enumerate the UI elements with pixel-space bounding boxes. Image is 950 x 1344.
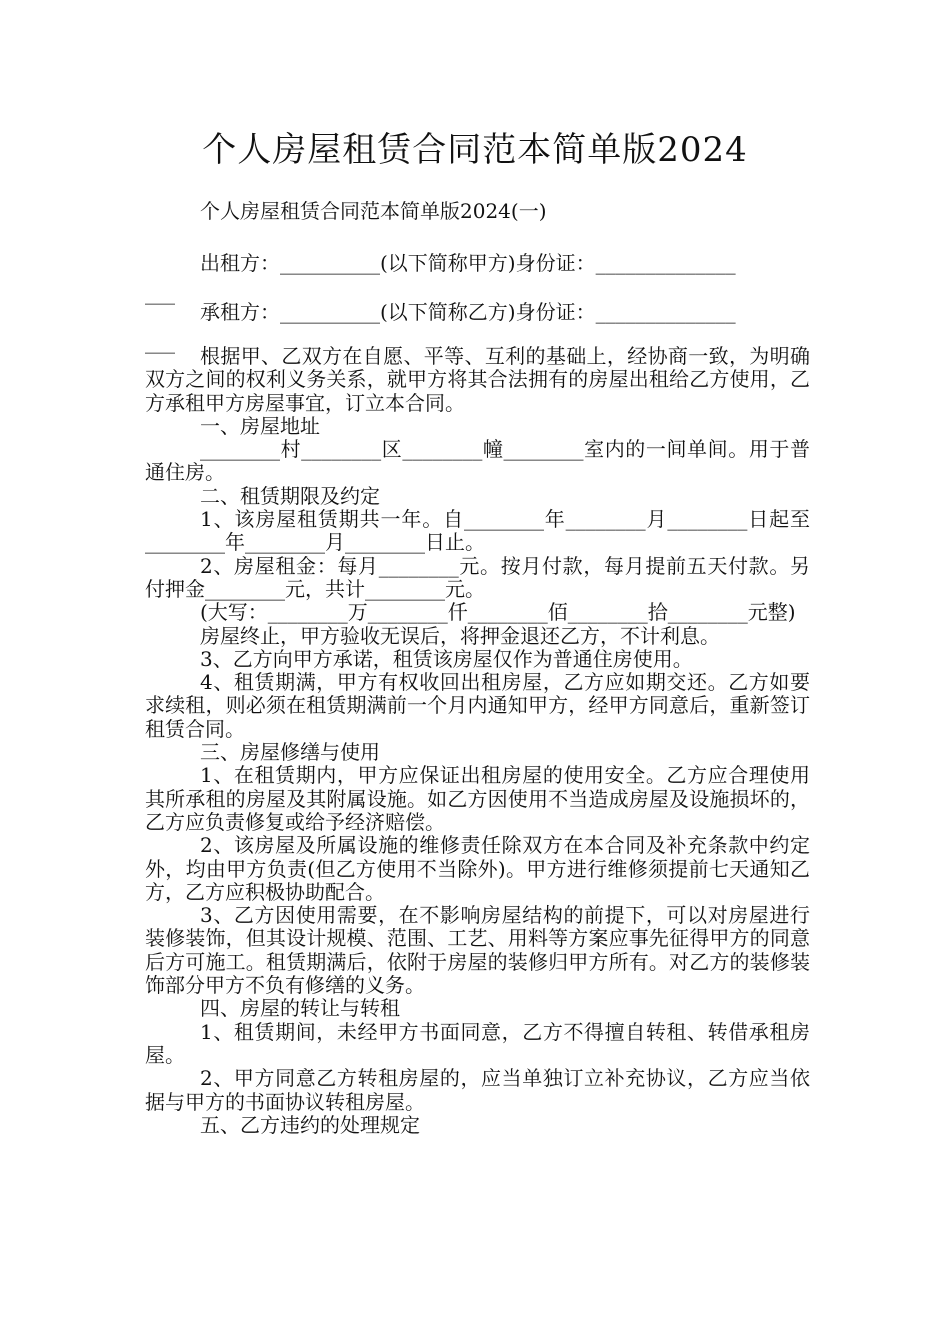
- paragraph-rent: 2、房屋租金：每月________元。按月付款，每月提前五天付款。另付押金________元，共计________元。: [145, 553, 810, 601]
- paragraph-preamble: 根据甲、乙双方在自愿、平等、互利的基础上，经协商一致，为明确双方之间的权利义务关系，就甲方将其合法拥有的房屋出租给乙方使用，乙方承租甲方房屋事宜，订立本合同。: [145, 344, 810, 415]
- contract-body: [145, 345, 810, 1137]
- lessor-line-2: ___: [145, 281, 175, 305]
- heading-section-5: 五、乙方违约的处理规定: [200, 1112, 420, 1137]
- paragraph-usage-promise: 3、乙方向甲方承诺，租赁该房屋仅作为普通住房使用。: [200, 646, 693, 671]
- paragraph-sublet-2: 2、甲方同意乙方转租房屋的，应当单独订立补充协议，乙方应当依据与甲方的书面协议转租房屋。: [145, 1066, 810, 1114]
- lessee-line-2: ___: [145, 330, 175, 354]
- paragraph-sublet-1: 1、租赁期间，未经甲方书面同意，乙方不得擅自转租、转借承租房屋。: [145, 1019, 810, 1067]
- heading-section-3: 三、房屋修缮与使用: [200, 740, 380, 765]
- heading-section-2: 二、租赁期限及约定: [200, 483, 380, 508]
- paragraph-repair-2: 2、该房屋及所属设施的维修责任除双方在本合同及补充条款中约定外，均由甲方负责(但乙方使用不当除外)。甲方进行维修须提前七天通知乙方，乙方应积极协助配合。: [145, 833, 810, 904]
- paragraph-repair-3: 3、乙方因使用需要，在不影响房屋结构的前提下，可以对房屋进行装修装饰，但其设计规模、范围、工艺、用料等方案应事先征得甲方的同意后方可施工。租赁期满后，依附于房屋的装修归甲方所有。对乙方的装修装饰部分甲方不负有修缮的义务。: [145, 903, 810, 998]
- lessee-line-1: 承租方：__________(以下简称乙方)身份证：______________: [200, 300, 736, 324]
- paragraph-deposit-return: 房屋终止，甲方验收无误后，将押金退还乙方，不计利息。: [200, 623, 720, 648]
- document-title: 个人房屋租赁合同范本简单版2024: [202, 130, 748, 170]
- lessor-line-1: 出租方：__________(以下简称甲方)身份证：______________: [200, 251, 736, 275]
- paragraph-address: ________村________区________幢________室内的一间单间。用于普通住房。: [145, 437, 810, 485]
- paragraph-repair-1: 1、在租赁期内，甲方应保证出租房屋的使用安全。乙方应合理使用其所承租的房屋及其附属设施。如乙方因使用不当造成房屋及设施损坏的，乙方应负责修复或给予经济赔偿。: [145, 763, 810, 834]
- paragraph-renewal: 4、租赁期满，甲方有权收回出租房屋，乙方应如期交还。乙方如要求续租，则必须在租赁期满前一个月内通知甲方，经甲方同意后，重新签订租赁合同。: [145, 670, 810, 741]
- paragraph-rent-uppercase: (大写：________万________仟________佰________拾________元整): [200, 600, 796, 625]
- document-subtitle: 个人房屋租赁合同范本简单版2024(一): [200, 199, 547, 223]
- heading-section-1: 一、房屋地址: [200, 413, 320, 438]
- paragraph-term: 1、该房屋租赁期共一年。自________年________月________日起至________年________月________日止。: [145, 507, 810, 555]
- heading-section-4: 四、房屋的转让与转租: [200, 996, 400, 1021]
